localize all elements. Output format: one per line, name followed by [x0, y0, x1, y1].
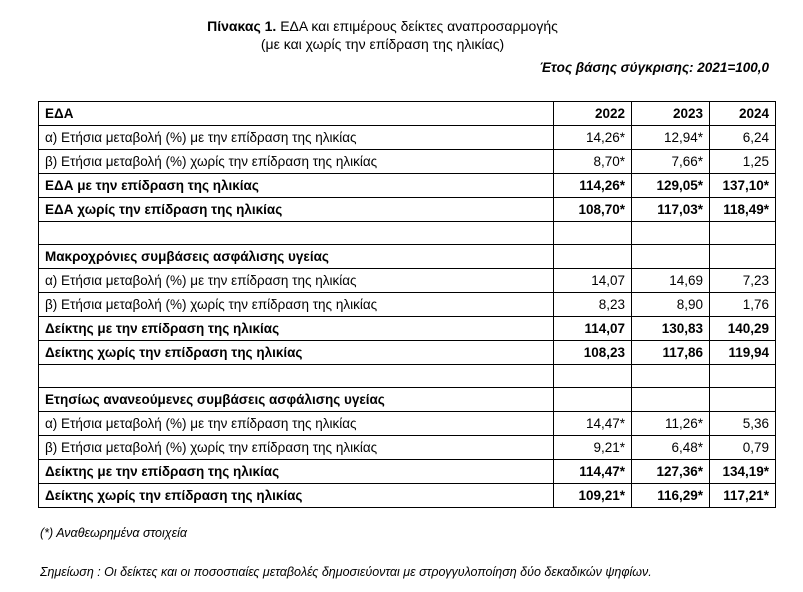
index-table: [38, 101, 776, 508]
value-cell: 6,48*: [632, 436, 710, 460]
table-row: [39, 412, 776, 436]
value-cell: 14,69: [632, 269, 710, 293]
value-cell: 6,24: [710, 126, 776, 150]
value-cell: 137,10*: [710, 174, 776, 198]
table-row: [39, 460, 776, 484]
value-cell: 7,66*: [632, 150, 710, 174]
title-text: ΕΔΑ και επιμέρους δείκτες αναπροσαρμογής: [280, 18, 558, 34]
value-cell: [554, 388, 632, 412]
value-cell: [710, 222, 776, 245]
table-row: [39, 150, 776, 174]
row-label: β) Ετήσια μεταβολή (%) χωρίς την επίδραση της ηλικίας: [39, 293, 554, 317]
value-cell: 117,21*: [710, 484, 776, 508]
year-header: 2023: [632, 102, 710, 126]
year-header: 2022: [554, 102, 632, 126]
table-row: [39, 293, 776, 317]
value-cell: 1,25: [710, 150, 776, 174]
value-cell: 5,36: [710, 412, 776, 436]
value-cell: [710, 365, 776, 388]
value-cell: 8,23: [554, 293, 632, 317]
row-label: Δείκτης χωρίς την επίδραση της ηλικίας: [39, 341, 554, 365]
value-cell: 8,70*: [554, 150, 632, 174]
title-line-2: (με και χωρίς την επίδραση της ηλικίας): [260, 36, 505, 52]
value-cell: 1,76: [710, 293, 776, 317]
value-cell: 14,07: [554, 269, 632, 293]
table-title: [0, 17, 765, 53]
base-year-note: Έτος βάσης σύγκρισης: 2021=100,0: [539, 60, 769, 75]
row-label: β) Ετήσια μεταβολή (%) χωρίς την επίδραση της ηλικίας: [39, 150, 554, 174]
value-cell: 108,70*: [554, 198, 632, 222]
table-row: [39, 269, 776, 293]
value-cell: 117,03*: [632, 198, 710, 222]
value-cell: [632, 222, 710, 245]
value-cell: [554, 365, 632, 388]
table-row: [39, 436, 776, 460]
row-label: [39, 222, 554, 245]
value-cell: 118,49*: [710, 198, 776, 222]
row-label: ΕΔΑ χωρίς την επίδραση της ηλικίας: [39, 198, 554, 222]
table-row: [39, 126, 776, 150]
table-row: [39, 245, 776, 269]
value-cell: [710, 245, 776, 269]
value-cell: 14,47*: [554, 412, 632, 436]
row-label: β) Ετήσια μεταβολή (%) χωρίς την επίδραση της ηλικίας: [39, 436, 554, 460]
value-cell: 109,21*: [554, 484, 632, 508]
table-row: [39, 317, 776, 341]
header-row: [39, 102, 776, 126]
value-cell: 116,29*: [632, 484, 710, 508]
value-cell: 130,83: [632, 317, 710, 341]
title-prefix: Πίνακας 1.: [207, 18, 277, 34]
table-row: [39, 388, 776, 412]
row-label: α) Ετήσια μεταβολή (%) με την επίδραση της ηλικίας: [39, 126, 554, 150]
value-cell: 7,23: [710, 269, 776, 293]
year-header: 2024: [710, 102, 776, 126]
table-row: [39, 365, 776, 388]
value-cell: [632, 245, 710, 269]
value-cell: 140,29: [710, 317, 776, 341]
value-cell: [632, 388, 710, 412]
value-cell: [554, 222, 632, 245]
row-label: Δείκτης με την επίδραση της ηλικίας: [39, 317, 554, 341]
value-cell: 114,26*: [554, 174, 632, 198]
row-label: α) Ετήσια μεταβολή (%) με την επίδραση της ηλικίας: [39, 269, 554, 293]
row-label: ΕΔΑ με την επίδραση της ηλικίας: [39, 174, 554, 198]
value-cell: 108,23: [554, 341, 632, 365]
table-body: [39, 102, 776, 508]
value-cell: 11,26*: [632, 412, 710, 436]
row-label: Δείκτης με την επίδραση της ηλικίας: [39, 460, 554, 484]
rounding-note: Σημείωση : Οι δείκτες και οι ποσοστιαίες μεταβολές δημοσιεύονται με στρογγυλοποίηση δύο δεκαδικών ψηφίων.: [40, 565, 652, 579]
value-cell: 117,86: [632, 341, 710, 365]
table-row: [39, 484, 776, 508]
value-cell: 119,94: [710, 341, 776, 365]
row-label: Ετησίως ανανεούμενες συμβάσεις ασφάλισης υγείας: [39, 388, 554, 412]
value-cell: 8,90: [632, 293, 710, 317]
row-label: Δείκτης χωρίς την επίδραση της ηλικίας: [39, 484, 554, 508]
value-cell: [632, 365, 710, 388]
title-line-1: [0, 17, 765, 35]
table-row: [39, 222, 776, 245]
header-label: ΕΔΑ: [39, 102, 554, 126]
row-label: α) Ετήσια μεταβολή (%) με την επίδραση της ηλικίας: [39, 412, 554, 436]
value-cell: [554, 245, 632, 269]
value-cell: 114,07: [554, 317, 632, 341]
row-label: Μακροχρόνιες συμβάσεις ασφάλισης υγείας: [39, 245, 554, 269]
value-cell: 12,94*: [632, 126, 710, 150]
value-cell: [710, 388, 776, 412]
table-row: [39, 174, 776, 198]
value-cell: 134,19*: [710, 460, 776, 484]
revised-footnote: (*) Αναθεωρημένα στοιχεία: [40, 526, 187, 540]
row-label: [39, 365, 554, 388]
value-cell: 127,36*: [632, 460, 710, 484]
value-cell: 0,79: [710, 436, 776, 460]
value-cell: 14,26*: [554, 126, 632, 150]
value-cell: 114,47*: [554, 460, 632, 484]
table-row: [39, 341, 776, 365]
table-row: [39, 198, 776, 222]
value-cell: 9,21*: [554, 436, 632, 460]
value-cell: 129,05*: [632, 174, 710, 198]
